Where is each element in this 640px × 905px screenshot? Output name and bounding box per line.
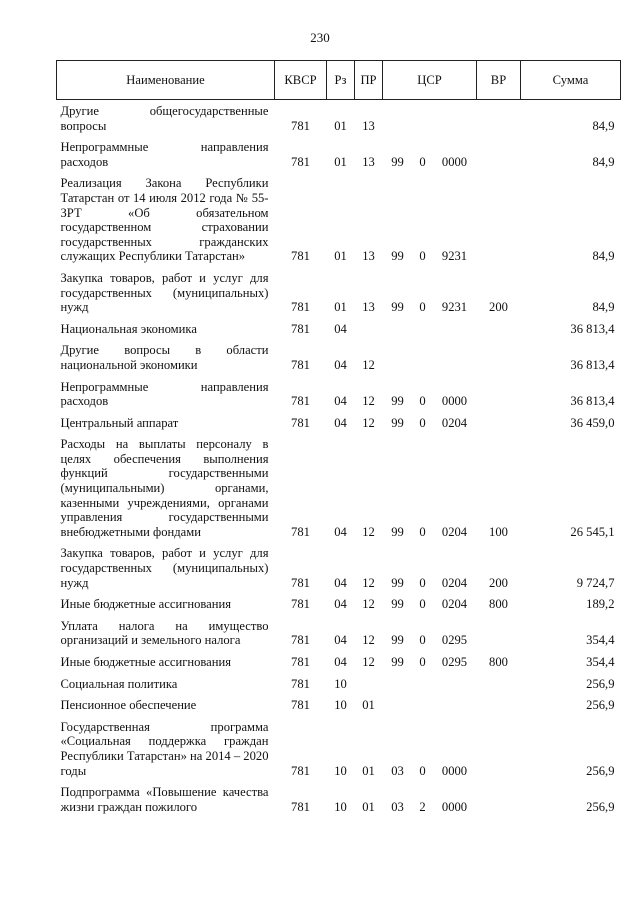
row-rz: 04 xyxy=(334,357,347,372)
row-csr-subprogram: 0 xyxy=(419,597,426,612)
row-pr: 12 xyxy=(362,575,375,590)
header-vr: ВР xyxy=(477,61,521,100)
row-kvsr: 781 xyxy=(291,357,310,372)
row-csr-program: 03 xyxy=(391,763,404,778)
row-csr-program: 99 xyxy=(391,394,404,409)
row-csr-subprogram: 2 xyxy=(419,799,426,814)
row-rz: 04 xyxy=(334,597,347,612)
row-csr-subprogram xyxy=(413,673,433,695)
row-sum: 189,2 xyxy=(586,597,615,612)
table-row xyxy=(57,694,621,716)
row-csr-direction xyxy=(433,673,477,695)
row-kvsr: 781 xyxy=(291,799,310,814)
row-sum: 84,9 xyxy=(592,118,615,133)
row-sum: 256,9 xyxy=(586,698,615,713)
table-row xyxy=(57,412,621,434)
row-kvsr: 781 xyxy=(291,575,310,590)
row-name: Другие общегосударственные вопросы xyxy=(60,104,269,133)
row-name: Непрограммные направления расходов xyxy=(60,140,269,169)
header-kvsr: КВСР xyxy=(275,61,327,100)
row-vr xyxy=(477,339,521,375)
row-sum: 354,4 xyxy=(586,655,615,669)
row-kvsr: 781 xyxy=(291,763,310,778)
row-rz: 01 xyxy=(334,154,347,169)
row-rz: 04 xyxy=(334,655,347,669)
row-sum: 256,9 xyxy=(586,799,615,814)
table-row xyxy=(57,376,621,412)
row-name: Закупка товаров, работ и услуг для государственных (муниципальных) нужд xyxy=(60,546,269,590)
row-kvsr: 781 xyxy=(291,597,310,612)
row-vr xyxy=(477,673,521,695)
row-vr xyxy=(477,376,521,412)
row-csr-program: 99 xyxy=(391,415,404,430)
row-csr-subprogram: 0 xyxy=(419,394,426,409)
row-rz: 10 xyxy=(334,763,347,778)
row-csr-direction: 0000 xyxy=(441,394,468,409)
row-sum: 9 724,7 xyxy=(576,575,615,590)
row-csr-direction xyxy=(433,339,477,375)
row-csr-subprogram: 0 xyxy=(419,524,426,539)
header-pr: ПР xyxy=(355,61,383,100)
table-row xyxy=(57,593,621,615)
row-vr xyxy=(477,615,521,651)
table-row xyxy=(57,100,621,137)
row-csr-direction: 9231 xyxy=(441,249,468,264)
row-vr xyxy=(477,318,521,340)
row-csr-direction: 0204 xyxy=(441,415,468,430)
row-name: Центральный аппарат xyxy=(60,415,179,430)
row-csr-program xyxy=(383,339,413,375)
row-csr-subprogram: 0 xyxy=(419,655,426,669)
row-name: Другие вопросы в области национальной экономики xyxy=(60,343,269,372)
row-csr-program: 99 xyxy=(391,249,404,264)
row-csr-program: 03 xyxy=(391,799,404,814)
row-rz: 04 xyxy=(334,394,347,409)
row-sum: 36 813,4 xyxy=(570,394,615,409)
row-pr: 12 xyxy=(362,633,375,648)
row-rz: 01 xyxy=(334,249,347,264)
row-csr-direction: 0000 xyxy=(441,799,468,814)
header-sum: Сумма xyxy=(521,61,621,100)
row-vr xyxy=(477,716,521,781)
row-vr xyxy=(477,412,521,434)
row-rz: 04 xyxy=(334,575,347,590)
row-csr-direction: 0295 xyxy=(441,633,468,648)
row-csr-program: 99 xyxy=(391,524,404,539)
table-header-row xyxy=(57,61,621,100)
row-name: Уплата налога на имущество организаций и земельного налога xyxy=(60,618,269,648)
row-name: Иные бюджетные ассигнования xyxy=(60,655,232,669)
row-csr-program: 99 xyxy=(391,655,404,669)
row-vr xyxy=(477,136,521,172)
row-vr: 200 xyxy=(489,575,508,590)
table-row xyxy=(57,716,621,781)
row-name: Национальная экономика xyxy=(60,321,197,336)
row-csr-program xyxy=(383,318,413,340)
row-rz: 01 xyxy=(334,300,347,315)
row-kvsr: 781 xyxy=(291,394,310,409)
row-pr: 01 xyxy=(362,698,375,713)
row-csr-program: 99 xyxy=(391,597,404,612)
row-sum: 354,4 xyxy=(586,633,615,648)
table-row xyxy=(57,781,621,817)
row-pr: 13 xyxy=(362,300,375,315)
row-rz: 04 xyxy=(334,321,347,336)
row-pr: 12 xyxy=(362,357,375,372)
row-sum: 36 813,4 xyxy=(570,357,615,372)
row-vr: 200 xyxy=(489,300,508,315)
row-sum: 36 813,4 xyxy=(570,321,615,336)
table-row xyxy=(57,172,621,267)
row-csr-subprogram xyxy=(413,318,433,340)
table-row xyxy=(57,136,621,172)
row-csr-direction: 0204 xyxy=(441,597,468,612)
row-csr-program: 99 xyxy=(391,575,404,590)
row-kvsr: 781 xyxy=(291,321,310,336)
row-csr-subprogram xyxy=(413,694,433,716)
row-csr-program xyxy=(383,673,413,695)
row-sum: 84,9 xyxy=(592,300,615,315)
row-name: Подпрограмма «Повышение качества жизни граждан пожилого xyxy=(60,785,269,814)
row-rz: 10 xyxy=(334,799,347,814)
header-name: Наименование xyxy=(57,61,275,100)
row-name: Закупка товаров, работ и услуг для государственных (муниципальных) нужд xyxy=(60,270,269,315)
table-row xyxy=(57,433,621,542)
row-csr-direction: 0204 xyxy=(441,575,468,590)
row-csr-program xyxy=(383,100,413,137)
row-csr-subprogram: 0 xyxy=(419,249,426,264)
table-row xyxy=(57,615,621,651)
row-sum: 84,9 xyxy=(592,249,615,264)
row-csr-subprogram: 0 xyxy=(419,300,426,315)
row-kvsr: 781 xyxy=(291,415,310,430)
row-pr: 01 xyxy=(362,763,375,778)
table-row xyxy=(57,339,621,375)
row-pr: 13 xyxy=(362,249,375,264)
table-row xyxy=(57,651,621,673)
row-csr-direction xyxy=(433,318,477,340)
row-csr-subprogram xyxy=(413,100,433,137)
table-row xyxy=(57,318,621,340)
row-vr: 100 xyxy=(489,524,508,539)
row-sum: 256,9 xyxy=(586,763,615,778)
row-kvsr: 781 xyxy=(291,118,310,133)
row-vr xyxy=(477,694,521,716)
row-csr-direction xyxy=(433,100,477,137)
row-pr: 12 xyxy=(362,655,375,669)
row-kvsr: 781 xyxy=(291,524,310,539)
row-vr: 800 xyxy=(489,597,508,612)
row-pr: 12 xyxy=(362,524,375,539)
row-csr-subprogram: 0 xyxy=(419,633,426,648)
row-csr-subprogram: 0 xyxy=(419,575,426,590)
row-rz: 01 xyxy=(334,118,347,133)
row-sum: 36 459,0 xyxy=(570,415,615,430)
row-pr: 12 xyxy=(362,394,375,409)
header-csr: ЦСР xyxy=(383,61,477,100)
row-kvsr: 781 xyxy=(291,698,310,713)
row-name: Государственная программа «Социальная поддержка граждан Республики Татарстан» на 2014 – 2020 годы xyxy=(60,719,269,778)
row-vr xyxy=(477,781,521,817)
row-rz: 10 xyxy=(334,676,347,691)
table-row xyxy=(57,673,621,695)
page-number: 230 xyxy=(310,30,330,45)
row-pr xyxy=(355,318,383,340)
row-csr-program xyxy=(383,694,413,716)
row-csr-direction: 0204 xyxy=(441,524,468,539)
row-pr: 12 xyxy=(362,597,375,612)
row-kvsr: 781 xyxy=(291,633,310,648)
row-csr-program: 99 xyxy=(391,154,404,169)
table-row xyxy=(57,267,621,318)
row-name: Пенсионное обеспечение xyxy=(60,698,197,713)
row-vr: 800 xyxy=(489,655,508,669)
row-name: Реализация Закона Республики Татарстан от 14 июля 2012 года № 55-ЗРТ «Об обязательном государственном страховании государственных гражданских служащих Республики Татарстан» xyxy=(60,176,269,264)
row-sum: 256,9 xyxy=(586,676,615,691)
row-sum: 84,9 xyxy=(592,154,615,169)
row-kvsr: 781 xyxy=(291,655,310,669)
row-rz: 04 xyxy=(334,415,347,430)
row-vr xyxy=(477,100,521,137)
row-name: Иные бюджетные ассигнования xyxy=(60,597,232,612)
row-csr-direction: 0000 xyxy=(441,154,468,169)
row-kvsr: 781 xyxy=(291,300,310,315)
row-name: Расходы на выплаты персоналу в целях обеспечения выполнения функций государственными (муниципальными) органами, казенными учреждениями, органами управления государственными внебюджетными фондами xyxy=(60,437,269,539)
row-rz: 04 xyxy=(334,633,347,648)
row-rz: 10 xyxy=(334,698,347,713)
row-vr xyxy=(477,172,521,267)
row-csr-subprogram: 0 xyxy=(419,415,426,430)
row-pr: 12 xyxy=(362,415,375,430)
row-name: Социальная политика xyxy=(60,676,178,691)
row-csr-direction xyxy=(433,694,477,716)
row-pr: 13 xyxy=(362,154,375,169)
row-pr: 01 xyxy=(362,799,375,814)
row-csr-subprogram: 0 xyxy=(419,154,426,169)
row-csr-program: 99 xyxy=(391,633,404,648)
row-csr-subprogram xyxy=(413,339,433,375)
row-sum: 26 545,1 xyxy=(570,524,615,539)
row-kvsr: 781 xyxy=(291,676,310,691)
row-csr-direction: 0000 xyxy=(441,763,468,778)
row-csr-program: 99 xyxy=(391,300,404,315)
row-csr-direction: 0295 xyxy=(441,655,468,669)
budget-table xyxy=(56,60,621,817)
row-name: Непрограммные направления расходов xyxy=(60,379,269,409)
row-kvsr: 781 xyxy=(291,154,310,169)
row-pr: 13 xyxy=(362,118,375,133)
header-rz: Рз xyxy=(327,61,355,100)
row-pr xyxy=(355,673,383,695)
table-row xyxy=(57,542,621,593)
row-csr-direction: 9231 xyxy=(441,300,468,315)
row-kvsr: 781 xyxy=(291,249,310,264)
row-csr-subprogram: 0 xyxy=(419,763,426,778)
row-rz: 04 xyxy=(334,524,347,539)
